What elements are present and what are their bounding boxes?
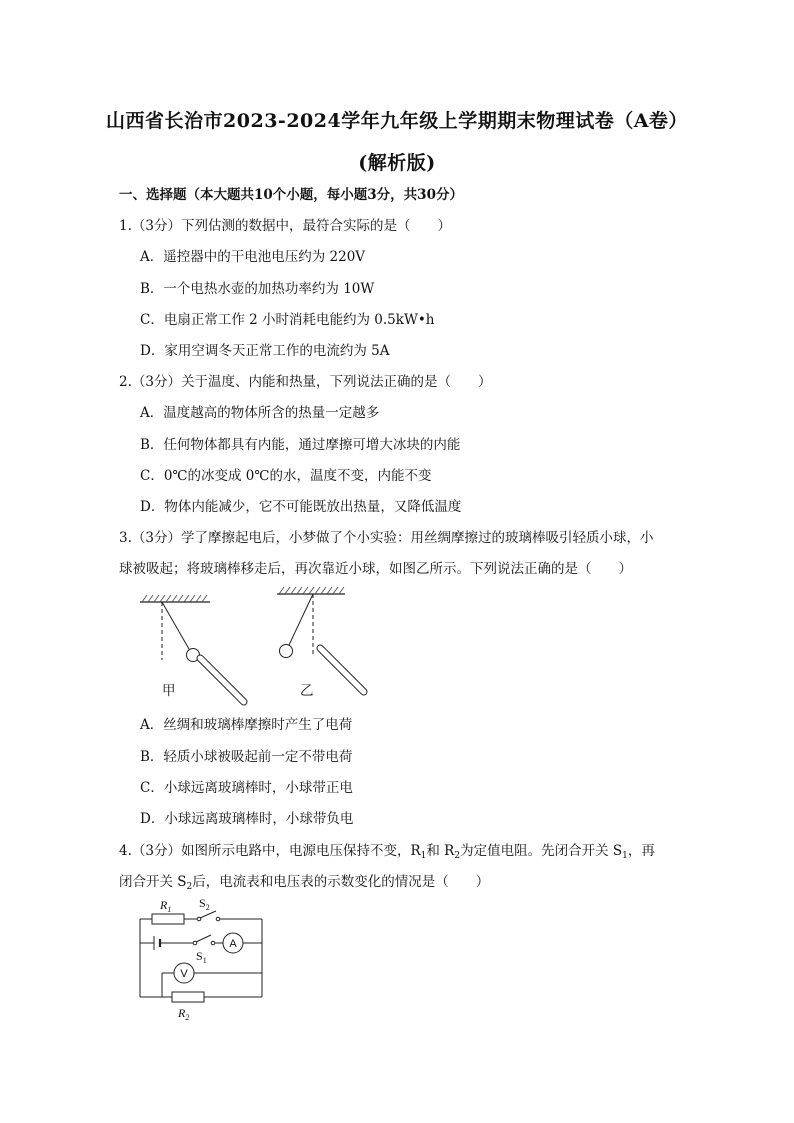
question-3-stem-line2: 球被吸起；将玻璃棒移走后，再次靠近小球，如图乙所示。下列说法正确的是（ ）	[119, 561, 632, 577]
section-heading: 一、选择题（本大题共10个小题，每小题3分，共30分）	[119, 187, 463, 203]
switch-s1-blade	[196, 935, 211, 942]
question-4-stem-line2: 闭合开关 $S_2$后，电流表和电压表的示数变化的情况是（ ）	[119, 874, 490, 892]
glass-rod	[196, 654, 249, 707]
resistor-r1	[152, 914, 184, 924]
glass-rod	[316, 644, 369, 697]
circuit-diagram	[132, 893, 282, 1023]
resistor-r2	[172, 992, 204, 1002]
small-ball	[280, 645, 293, 658]
switch-s1-contact	[211, 941, 215, 945]
question-1-option-d: D．家用空调冬天正常工作的电流约为 5A	[140, 343, 390, 359]
voltmeter-label: V	[180, 968, 188, 980]
question-3-option-b: B．轻质小球被吸起前一定不带电荷	[140, 749, 353, 765]
figure-jia	[138, 592, 248, 712]
switch-s2-blade	[200, 911, 216, 918]
switch-s2-contact	[216, 917, 220, 921]
label-r2: $R_2$	[178, 1006, 190, 1022]
question-2-option-d: D．物体内能减少，它不可能既放出热量，又降低温度	[140, 499, 462, 515]
label-s1: $S_1$	[196, 949, 207, 965]
ceiling-hatch	[140, 595, 210, 602]
question-2-stem: 2.（3分）关于温度、内能和热量，下列说法正确的是（ ）	[119, 374, 492, 390]
question-4-stem-line1: 4.（3分）如图所示电路中，电源电压保持不变，$R_1$和 $R_2$为定值电阻。先闭合开关 $S_1$，再	[119, 843, 655, 861]
question-2-option-a: A．温度越高的物体所含的热量一定越多	[140, 405, 380, 421]
page-title: 山西省长治市2023-2024学年九年级上学期期末物理试卷（A卷）	[106, 110, 688, 132]
figure-label-jia: 甲	[162, 683, 176, 699]
question-1-stem: 1.（3分）下列估测的数据中，最符合实际的是（ ）	[119, 218, 451, 234]
question-2-option-c: C．0℃的冰变成 0℃的水，温度不变，内能不变	[140, 468, 432, 484]
page-subtitle: (解析版)	[358, 152, 436, 174]
question-1-option-c: C．电扇正常工作 2 小时消耗电能约为 0.5kW•h	[140, 312, 435, 328]
question-3-option-c: C．小球远离玻璃棒时，小球带正电	[140, 780, 353, 796]
label-r1: $R_1$	[160, 898, 172, 914]
ceiling-hatch	[277, 587, 345, 594]
question-1-option-b: B．一个电热水壶的加热功率约为 10W	[140, 281, 375, 297]
question-2-option-b: B．任何物体都具有内能，通过摩擦可增大冰块的内能	[140, 437, 461, 453]
question-3-option-a: A．丝绸和玻璃棒摩擦时产生了电荷	[140, 717, 353, 733]
figure-yi	[275, 580, 385, 700]
question-3-option-d: D．小球远离玻璃棒时，小球带负电	[140, 811, 354, 827]
ammeter-label: A	[229, 938, 237, 950]
battery-symbol	[154, 936, 160, 950]
string	[289, 594, 313, 645]
figure-label-yi: 乙	[300, 683, 314, 699]
string	[162, 602, 189, 649]
question-1-option-a: A．遥控器中的干电池电压约为 220V	[140, 249, 366, 265]
question-3-stem-line1: 3.（3分）学了摩擦起电后，小梦做了个小实验：用丝绸摩擦过的玻璃棒吸引轻质小球，小	[119, 530, 654, 546]
label-s2: $S_2$	[199, 896, 210, 912]
